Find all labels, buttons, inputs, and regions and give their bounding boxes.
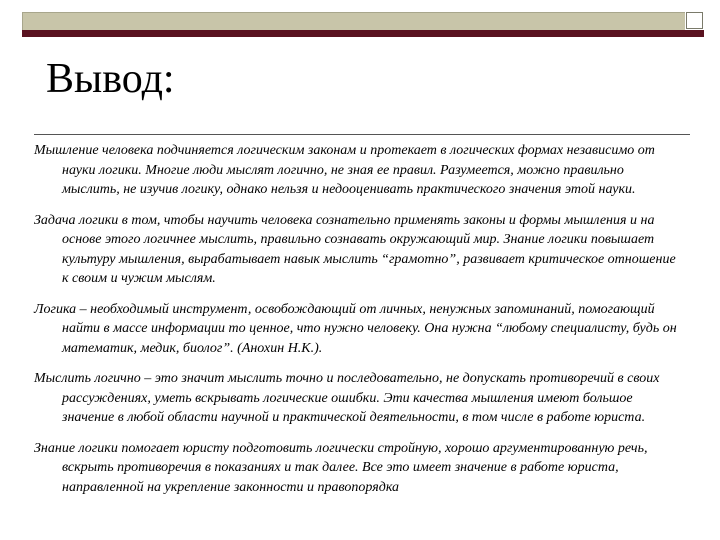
paragraph-1: Мышление человека подчиняется логическим законам и протекает в логических формах независимо от науки логики. Многие люди мыслят логично, не зная ее правил. Разумеется, можно правильно мыслить, не изучив логику, однако нельзя и недооценивать практического значения этой науки. — [34, 143, 655, 197]
paragraph-5: Знание логики помогает юристу подготовить логически стройную, хорошо аргументированную речь, вскрыть противоречия в показаниях и так далее. Все это имеет значение в работе юриста, направленной на укрепление законности и правопорядка — [34, 440, 648, 495]
slide-title: Вывод: — [46, 56, 175, 102]
header-band — [22, 12, 685, 31]
slide-body — [34, 141, 684, 508]
paragraph-3: Логика – необходимый инструмент, освобождающий от личных, ненужных запоминаний, помогающий найти в массе информации то ценное, что нужно человеку. Она нужна “любому специалисту, будь он математик, медик, биолог”. (Анохин Н.К.). — [34, 301, 677, 356]
corner-box — [686, 12, 703, 29]
paragraph-2: Задача логики в том, чтобы научить человека сознательно применять законы и формы мышления и на основе этого логичнее мыслить, правильно сознавать окружающий мир. Знание логики повышает культуру мышления, вырабатывает навык мыслить “грамотно”, развивает критическое отношение к своим и чужим мыслям. — [34, 212, 676, 286]
header-rule — [22, 30, 704, 37]
paragraph-4: Мыслить логично – это значит мыслить точно и последовательно, не допускать противоречий в своих рассуждениях, уметь вскрывать логические ошибки. Эти качества мышления имеют большое значение в любой области научной и практической деятельности, в том числе в работе юриста. — [34, 371, 660, 425]
title-divider — [34, 134, 690, 135]
